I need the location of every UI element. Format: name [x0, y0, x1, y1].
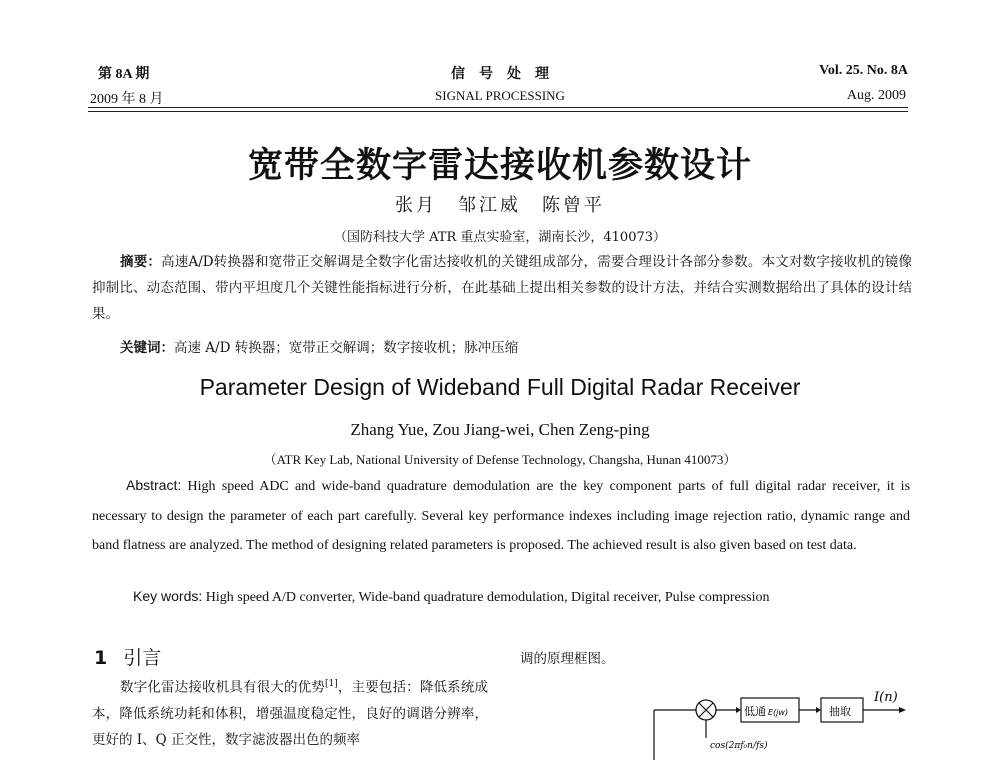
section-number: 1: [94, 647, 108, 669]
affiliation-en: （ATR Key Lab, National University of Defense Technology, Changsha, Hunan 410073）: [263, 452, 737, 467]
lowpass-label: 低通: [744, 705, 766, 718]
mixer-icon: [696, 700, 716, 720]
keywords-en-text: High speed A/D converter, Wide-band quadrature demodulation, Digital receiver, Pulse compression: [205, 590, 770, 605]
volume-number: Vol. 25. No. 8A: [819, 63, 908, 78]
section-title: 引言: [123, 647, 162, 669]
issue-number: 第 8A 期: [98, 67, 150, 82]
intro-text: 数字化雷达接收机具有很大的优势: [120, 679, 325, 696]
carrier-label: cos(2πf₀n/fs): [710, 741, 768, 751]
abstract-en-label: Abstract:: [126, 477, 182, 493]
header-rule-2: [88, 111, 908, 112]
abstract-cn-text: 高速A/D转换器和宽带正交解调是全数字化雷达接收机的关键组成部分，需要合理设计各部分参数。本文对数字接收机的镜像抑制比、动态范围、带内平坦度几个关键性能指标进行分析，在此基础上提出相关参数的设计方法，并结合实测数据给出了具体的设计结果。: [92, 254, 913, 322]
output-label: I(n): [874, 690, 898, 705]
authors-en: Zhang Yue, Zou Jiang-wei, Chen Zeng-ping: [350, 420, 650, 439]
paper-title-en: Parameter Design of Wideband Full Digital Radar Receiver: [199, 374, 801, 400]
abstract-cn: [92, 249, 912, 327]
issue-date-en: Aug. 2009: [846, 88, 906, 103]
header-rule: [88, 107, 908, 108]
intro-citation: [1]: [324, 679, 338, 689]
keywords-cn-label: 关键词：: [120, 340, 174, 356]
intro-paragraph: [92, 671, 488, 753]
arrow-icon: [736, 707, 741, 713]
intro-text-continued: ，主要包括：降低系统成本，降低系统功耗和体积，增强温度稳定性，良好的调谐分辨率，更好的 I、Q 正交性，数字滤波器出色的频率: [92, 679, 489, 748]
section-heading: [94, 643, 161, 670]
keywords-cn: [120, 336, 518, 356]
authors-cn: 张月 邹江威 陈曾平: [395, 195, 605, 216]
lowpass-function: E(jw): [768, 708, 789, 717]
abstract-cn-label: 摘要：: [120, 254, 162, 270]
abstract-en-text: High speed ADC and wide-band quadrature demodulation are the key component parts of full digital radar receiver, it is necessary to design the parameter of each part carefully. Several key performance indexes including image rejection ratio, dynamic range and band flatness are analyzed. The method of designing related parameters is proposed. The achieved result is also given based on test data.: [92, 479, 911, 553]
arrow-icon: [899, 707, 906, 713]
decimator-label: 抽取: [829, 705, 851, 718]
keywords-en-label: Key words:: [133, 588, 203, 604]
keywords-en: [133, 588, 769, 606]
keywords-cn-text: 高速 A/D 转换器；宽带正交解调；数字接收机；脉冲压缩: [174, 340, 519, 356]
journal-name-cn: 信 号 处 理: [451, 67, 549, 82]
issue-date-cn: 2009 年 8 月: [90, 92, 164, 107]
right-column-text: 调的原理框图。: [520, 651, 615, 667]
abstract-en: [92, 471, 910, 561]
demodulator-block-diagram: [640, 688, 910, 760]
paper-title-cn: 宽带全数字雷达接收机参数设计: [247, 146, 752, 186]
arrow-icon: [816, 707, 821, 713]
affiliation-cn: （国防科技大学 ATR 重点实验室，湖南长沙，410073）: [333, 230, 667, 245]
journal-name-en: SIGNAL PROCESSING: [435, 88, 565, 103]
